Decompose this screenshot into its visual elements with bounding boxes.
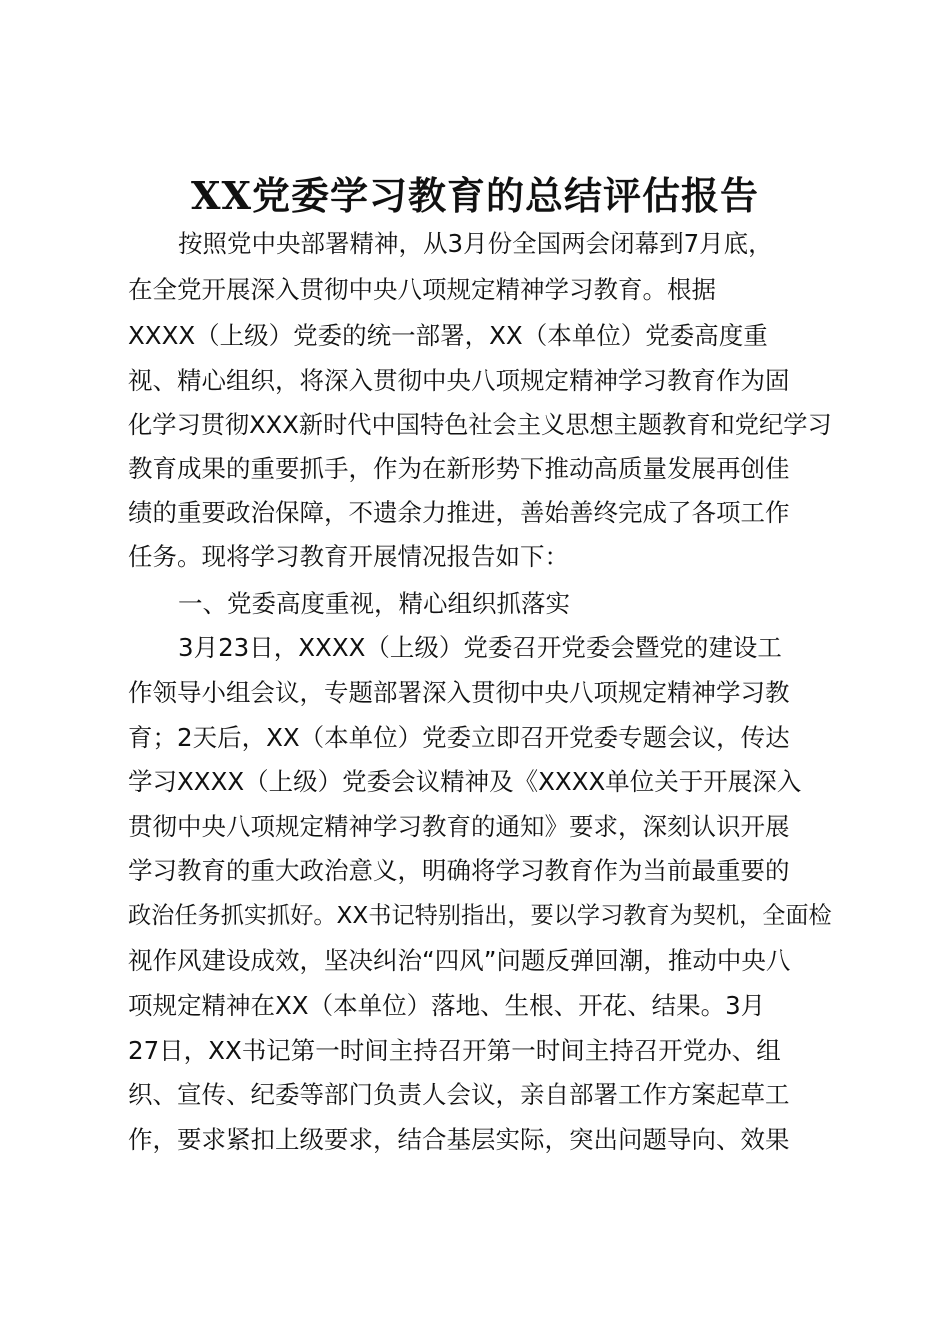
paragraph-line: 项规定精神在XX（本单位）落地、生根、开花、结果。3月 <box>128 991 766 1020</box>
paragraph-line: XXXX（上级）党委的统一部署，XX（本单位）党委高度重 <box>128 321 768 350</box>
paragraph-line: 任务。现将学习教育开展情况报告如下： <box>128 542 569 571</box>
paragraph-line: 贯彻中央八项规定精神学习教育的通知》要求，深刻认识开展 <box>128 812 790 841</box>
paragraph-line: 政治任务抓实抓好。XX书记特别指出，要以学习教育为契机，全面检 <box>128 902 832 929</box>
paragraph-line: 学习XXXX（上级）党委会议精神及《XXXX单位关于开展深入 <box>128 767 802 796</box>
paragraph-line: 绩的重要政治保障，不遗余力推进，善始善终完成了各项工作 <box>128 498 790 527</box>
document-title: XX党委学习教育的总结评估报告 <box>191 173 759 218</box>
section-heading: 一、党委高度重视，精心组织抓落实 <box>178 589 570 618</box>
paragraph-line: 视、精心组织，将深入贯彻中央八项规定精神学习教育作为固 <box>128 366 790 395</box>
paragraph-line: 按照党中央部署精神，从3月份全国两会闭幕到7月底， <box>178 229 773 258</box>
paragraph-line: 化学习贯彻XXX新时代中国特色社会主义思想主题教育和党纪学习 <box>128 411 832 439</box>
paragraph-line: 教育成果的重要抓手，作为在新形势下推动高质量发展再创佳 <box>128 454 790 483</box>
paragraph-line: 作，要求紧扣上级要求，结合基层实际，突出问题导向、效果 <box>128 1125 790 1154</box>
paragraph-line: 3月23日，XXXX（上级）党委召开党委会暨党的建设工 <box>178 633 782 662</box>
paragraph-line: 作领导小组会议，专题部署深入贯彻中央八项规定精神学习教 <box>128 678 790 707</box>
paragraph-line: 在全党开展深入贯彻中央八项规定精神学习教育。根据 <box>128 275 716 304</box>
paragraph-line: 学习教育的重大政治意义，明确将学习教育作为当前最重要的 <box>128 856 790 885</box>
paragraph-line: 视作风建设成效，坚决纠治“四风”问题反弹回潮，推动中央八 <box>128 946 791 975</box>
paragraph-line: 27日，XX书记第一时间主持召开第一时间主持召开党办、组 <box>128 1036 781 1065</box>
paragraph-line: 育；2天后，XX（本单位）党委立即召开党委专题会议，传达 <box>128 723 790 752</box>
paragraph-line: 织、宣传、纪委等部门负责人会议，亲自部署工作方案起草工 <box>128 1080 790 1109</box>
